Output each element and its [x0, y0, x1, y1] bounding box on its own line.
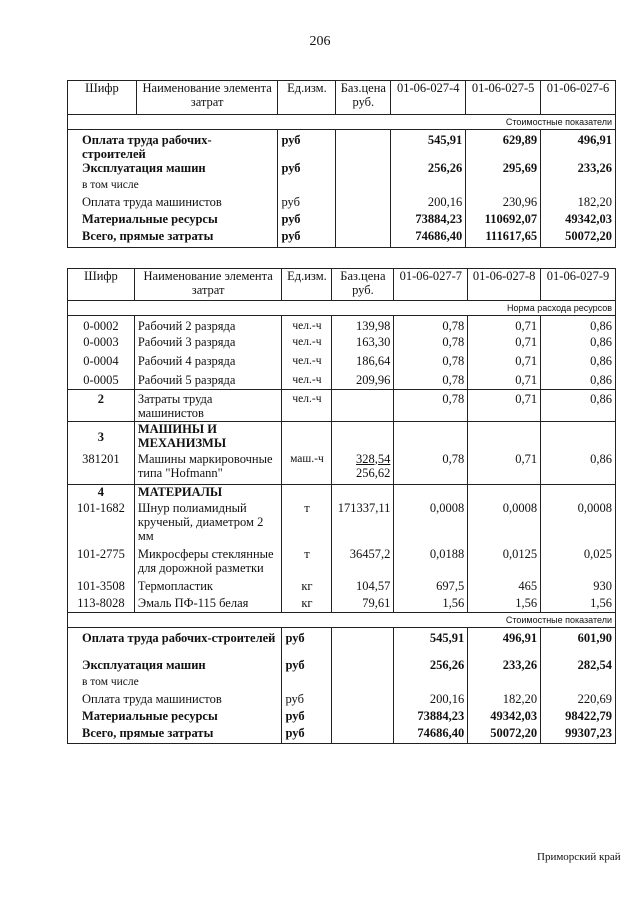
section-label: Стоимостные показатели — [68, 613, 616, 628]
table-row — [68, 195, 616, 212]
row-unit: руб — [282, 658, 332, 675]
row-value: 0,78 — [394, 335, 468, 354]
row-value: 220,69 — [541, 692, 616, 709]
col-price-header: Баз.цена руб. — [336, 81, 391, 115]
row-value: 233,26 — [468, 658, 541, 675]
row-value: 0,86 — [541, 373, 616, 390]
table-row — [68, 692, 616, 709]
cost-table-1 — [67, 80, 616, 248]
row-value: 99307,23 — [541, 726, 616, 744]
section-row — [68, 485, 616, 501]
row-code: 4 — [68, 485, 135, 501]
table-row — [68, 658, 616, 675]
row-value: 0,86 — [541, 316, 616, 335]
row-value: 111617,65 — [466, 229, 541, 247]
row-code: 0-0005 — [68, 373, 135, 390]
row-value: 295,69 — [466, 161, 541, 178]
row-unit: руб — [278, 130, 336, 162]
row-value: 200,16 — [391, 195, 466, 212]
table-row — [68, 316, 616, 335]
row-unit: чел.-ч — [282, 335, 332, 354]
row-unit: чел.-ч — [282, 316, 332, 335]
row-name: Оплата труда машинистов — [68, 692, 282, 709]
col-code3-header: 01-06-027-6 — [541, 81, 616, 115]
col-price-header: Баз.цена руб. — [332, 269, 394, 301]
row-unit: т — [282, 501, 332, 547]
row-price: 186,64 — [332, 354, 394, 373]
row-unit: руб — [278, 195, 336, 212]
row-name: Шнур полиамидный крученый, диаметром 2 мм — [134, 501, 282, 547]
row-value: 1,56 — [468, 596, 541, 613]
col-name-header: Наименование элемента затрат — [136, 81, 278, 115]
row-value: 0,0188 — [394, 547, 468, 579]
section-label: Стоимостные показатели — [68, 115, 616, 130]
row-value: 697,5 — [394, 579, 468, 596]
row-code: 0-0004 — [68, 354, 135, 373]
row-name: Машины маркировочные типа "Hofmann" — [134, 452, 282, 485]
row-price: 36457,2 — [332, 547, 394, 579]
row-name: в том числе — [68, 178, 278, 195]
col-unit-header: Ед.изм. — [282, 269, 332, 301]
row-unit: руб — [282, 692, 332, 709]
row-value: 50072,20 — [541, 229, 616, 247]
row-name: Оплата труда машинистов — [68, 195, 278, 212]
page-number: 206 — [309, 34, 331, 49]
row-name: Рабочий 5 разряда — [134, 373, 282, 390]
row-unit: чел.-ч — [282, 373, 332, 390]
row-price: 209,96 — [332, 373, 394, 390]
row-value: 0,86 — [541, 354, 616, 373]
row-value: 182,20 — [541, 195, 616, 212]
col-code-header: Шифр — [68, 81, 137, 115]
row-value: 1,56 — [394, 596, 468, 613]
row-unit: руб — [278, 212, 336, 229]
row-name: Эксплуатация машин — [68, 161, 278, 178]
row-code: 0-0003 — [68, 335, 135, 354]
section-row — [68, 422, 616, 452]
row-name: Материальные ресурсы — [68, 212, 278, 229]
row-value: 545,91 — [394, 628, 468, 658]
row-value: 0,71 — [468, 390, 541, 422]
row-name: в том числе — [68, 675, 282, 692]
row-price: 104,57 — [332, 579, 394, 596]
row-unit: руб — [282, 726, 332, 744]
row-value: 0,025 — [541, 547, 616, 579]
table-row — [68, 726, 616, 744]
table-row — [68, 373, 616, 390]
row-name: Материальные ресурсы — [68, 709, 282, 726]
row-value: 0,71 — [468, 316, 541, 335]
row-code: 101-1682 — [68, 501, 135, 547]
row-value: 98422,79 — [541, 709, 616, 726]
resource-table-2 — [67, 268, 616, 744]
row-value: 0,71 — [468, 373, 541, 390]
table-row — [68, 628, 616, 658]
row-value: 0,78 — [394, 354, 468, 373]
table-row — [68, 161, 616, 178]
row-value: 0,78 — [394, 373, 468, 390]
row-value: 233,26 — [541, 161, 616, 178]
row-value: 0,0008 — [394, 501, 468, 547]
row-value: 496,91 — [541, 130, 616, 162]
row-unit: чел.-ч — [282, 354, 332, 373]
row-value: 930 — [541, 579, 616, 596]
row-unit: руб — [278, 229, 336, 247]
row-value: 73884,23 — [394, 709, 468, 726]
row-value: 74686,40 — [394, 726, 468, 744]
row-unit: чел.-ч — [282, 390, 332, 422]
row-unit: руб — [282, 628, 332, 658]
section-title: МАТЕРИАЛЫ — [134, 485, 282, 501]
row-value: 200,16 — [394, 692, 468, 709]
row-value: 230,96 — [466, 195, 541, 212]
row-unit: т — [282, 547, 332, 579]
row-value: 545,91 — [391, 130, 466, 162]
row-code: 3 — [68, 422, 135, 452]
row-value: 73884,23 — [391, 212, 466, 229]
row-value: 0,86 — [541, 452, 616, 485]
table-row — [68, 229, 616, 247]
row-name: Эксплуатация машин — [68, 658, 282, 675]
row-value: 601,90 — [541, 628, 616, 658]
row-value: 0,71 — [468, 452, 541, 485]
table-row — [68, 501, 616, 547]
row-value: 182,20 — [468, 692, 541, 709]
col-code3-header: 01-06-027-9 — [541, 269, 616, 301]
table-row — [68, 390, 616, 422]
table-row — [68, 709, 616, 726]
col-name-header: Наименование элемента затрат — [134, 269, 282, 301]
row-name: Оплата труда рабочих-строителей — [68, 628, 282, 658]
row-name: Всего, прямые затраты — [68, 229, 278, 247]
row-value: 0,78 — [394, 316, 468, 335]
row-value: 49342,03 — [541, 212, 616, 229]
row-price: 171337,11 — [332, 501, 394, 547]
row-price: 163,30 — [332, 335, 394, 354]
table-row — [68, 130, 616, 162]
row-name: Эмаль ПФ-115 белая — [134, 596, 282, 613]
row-unit: маш.-ч — [282, 452, 332, 485]
row-value: 0,86 — [541, 390, 616, 422]
price-base: 256,62 — [356, 465, 391, 480]
row-name: Рабочий 4 разряда — [134, 354, 282, 373]
row-value: 0,0008 — [468, 501, 541, 547]
table-row — [68, 212, 616, 229]
row-value: 0,86 — [541, 335, 616, 354]
row-value: 74686,40 — [391, 229, 466, 247]
row-name: Оплата труда рабочих-строителей — [68, 130, 278, 162]
price-current: 328,54 — [356, 451, 391, 466]
table-row — [68, 178, 616, 195]
row-value: 0,78 — [394, 390, 468, 422]
row-value: 282,54 — [541, 658, 616, 675]
row-value: 629,89 — [466, 130, 541, 162]
table-row — [68, 596, 616, 613]
row-value: 1,56 — [541, 596, 616, 613]
row-name: Рабочий 2 разряда — [134, 316, 282, 335]
table-row — [68, 579, 616, 596]
row-value: 50072,20 — [468, 726, 541, 744]
row-code: 0-0002 — [68, 316, 135, 335]
row-code: 381201 — [68, 452, 135, 485]
col-code1-header: 01-06-027-4 — [391, 81, 466, 115]
section-label: Норма расхода ресурсов — [68, 301, 616, 316]
col-code2-header: 01-06-027-8 — [468, 269, 541, 301]
row-name: Рабочий 3 разряда — [134, 335, 282, 354]
row-price: 139,98 — [332, 316, 394, 335]
row-value: 465 — [468, 579, 541, 596]
row-unit: руб — [278, 161, 336, 178]
col-code1-header: 01-06-027-7 — [394, 269, 468, 301]
table-row — [68, 354, 616, 373]
table-row — [68, 675, 616, 692]
row-code: 101-3508 — [68, 579, 135, 596]
row-value: 0,71 — [468, 335, 541, 354]
table-header — [68, 81, 616, 115]
row-name: Микросферы стеклянные для дорожной разметки — [134, 547, 282, 579]
row-price: 79,61 — [332, 596, 394, 613]
row-value: 0,0008 — [541, 501, 616, 547]
row-unit: руб — [282, 709, 332, 726]
section-title: МАШИНЫ И МЕХАНИЗМЫ — [134, 422, 282, 452]
row-value: 0,71 — [468, 354, 541, 373]
row-code: 101-2775 — [68, 547, 135, 579]
row-name: Затраты труда машинистов — [134, 390, 282, 422]
table-row — [68, 452, 616, 485]
row-code: 2 — [68, 390, 135, 422]
table-header — [68, 269, 616, 301]
table-row — [68, 335, 616, 354]
row-unit: кг — [282, 596, 332, 613]
col-unit-header: Ед.изм. — [278, 81, 336, 115]
footer-region: Приморский край — [537, 851, 621, 863]
table-row — [68, 547, 616, 579]
row-value: 0,0125 — [468, 547, 541, 579]
col-code2-header: 01-06-027-5 — [466, 81, 541, 115]
row-name: Термопластик — [134, 579, 282, 596]
row-price — [332, 452, 394, 485]
col-code-header: Шифр — [68, 269, 135, 301]
row-value: 49342,03 — [468, 709, 541, 726]
row-code: 113-8028 — [68, 596, 135, 613]
row-value: 110692,07 — [466, 212, 541, 229]
row-value: 256,26 — [394, 658, 468, 675]
row-value: 256,26 — [391, 161, 466, 178]
row-value: 0,78 — [394, 452, 468, 485]
row-value: 496,91 — [468, 628, 541, 658]
row-name: Всего, прямые затраты — [68, 726, 282, 744]
row-unit: кг — [282, 579, 332, 596]
